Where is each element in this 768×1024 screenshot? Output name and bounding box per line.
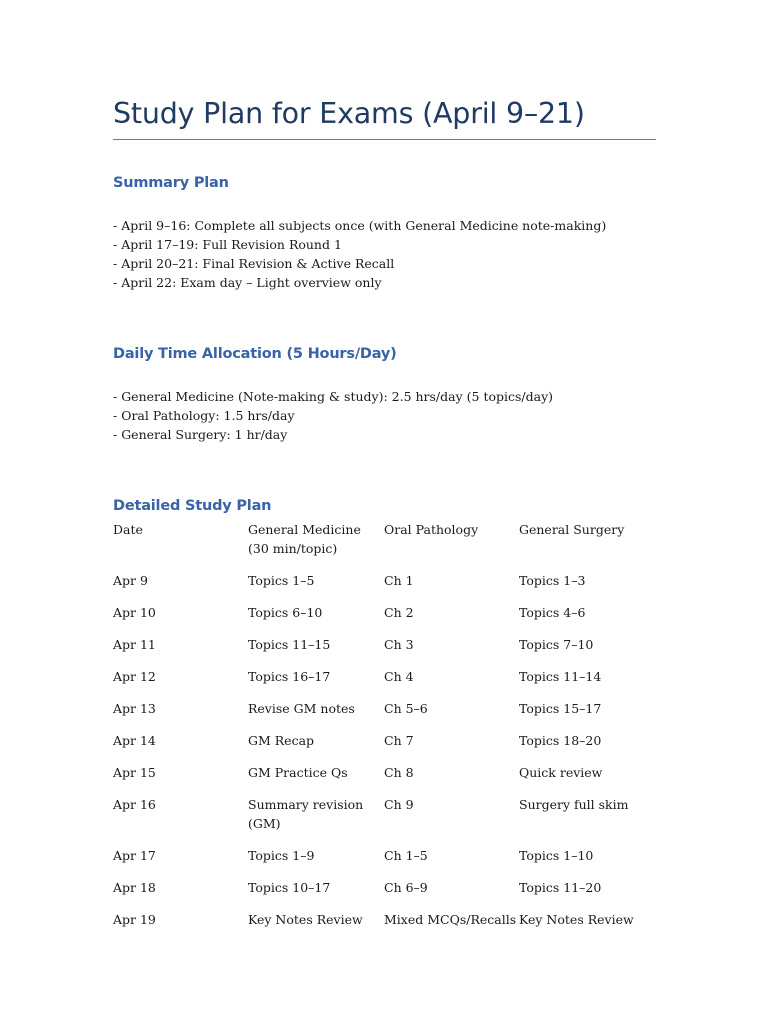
table-cell-general-surgery: Topics 18–20 <box>519 733 602 748</box>
table-cell-date: Apr 14 <box>113 733 156 748</box>
column-header-oral-pathology: Oral Pathology <box>384 522 479 537</box>
table-cell-date: Apr 11 <box>113 637 156 652</box>
table-cell-general-medicine: Revise GM notes <box>248 701 355 716</box>
summary-line: - April 9–16: Complete all subjects once (with General Medicine note-making) <box>113 218 607 233</box>
table-cell-general-medicine: Summary revision (GM) <box>248 797 364 831</box>
table-cell-oral-pathology: Ch 1–5 <box>384 848 428 863</box>
table-cell-general-surgery: Topics 11–20 <box>519 880 602 895</box>
detailed-plan-heading: Detailed Study Plan <box>113 498 272 514</box>
table-cell-general-surgery: Topics 7–10 <box>519 637 594 652</box>
column-header-general-medicine: General Medicine (30 min/topic) <box>248 522 361 556</box>
table-cell-date: Apr 16 <box>113 797 156 812</box>
table-cell-oral-pathology: Mixed MCQs/Recalls <box>384 912 517 927</box>
table-cell-general-surgery: Quick review <box>519 765 603 780</box>
table-cell-general-medicine: Topics 16–17 <box>248 669 331 684</box>
allocation-line: - General Medicine (Note-making & study): 2.5 hrs/day (5 topics/day) <box>113 389 554 404</box>
table-cell-date: Apr 19 <box>113 912 156 927</box>
table-cell-general-medicine: GM Recap <box>248 733 315 748</box>
table-cell-date: Apr 15 <box>113 765 156 780</box>
column-header-date: Date <box>113 522 143 537</box>
table-cell-general-surgery: Surgery full skim <box>519 797 629 812</box>
table-cell-oral-pathology: Ch 5–6 <box>384 701 428 716</box>
column-header-general-surgery: General Surgery <box>519 522 625 537</box>
table-cell-general-medicine: Topics 11–15 <box>248 637 331 652</box>
table-cell-date: Apr 9 <box>113 573 148 588</box>
table-cell-general-medicine: Topics 1–5 <box>248 573 315 588</box>
table-cell-date: Apr 18 <box>113 880 156 895</box>
table-cell-date: Apr 17 <box>113 848 156 863</box>
table-cell-oral-pathology: Ch 9 <box>384 797 414 812</box>
table-cell-date: Apr 10 <box>113 605 156 620</box>
table-cell-general-surgery: Topics 15–17 <box>519 701 602 716</box>
allocation-line: - General Surgery: 1 hr/day <box>113 427 288 442</box>
table-cell-general-medicine: Topics 10–17 <box>248 880 331 895</box>
summary-plan-heading: Summary Plan <box>113 175 229 191</box>
table-cell-oral-pathology: Ch 2 <box>384 605 414 620</box>
table-cell-general-surgery: Key Notes Review <box>519 912 634 927</box>
daily-allocation-heading: Daily Time Allocation (5 Hours/Day) <box>113 346 397 362</box>
table-cell-general-medicine: GM Practice Qs <box>248 765 348 780</box>
table-cell-oral-pathology: Ch 4 <box>384 669 414 684</box>
table-cell-oral-pathology: Ch 6–9 <box>384 880 428 895</box>
summary-line: - April 22: Exam day – Light overview only <box>113 275 382 290</box>
table-cell-general-surgery: Topics 4–6 <box>519 605 586 620</box>
table-cell-general-medicine: Topics 6–10 <box>248 605 323 620</box>
document-title: Study Plan for Exams (April 9–21) <box>113 97 585 130</box>
summary-line: - April 17–19: Full Revision Round 1 <box>113 237 342 252</box>
table-cell-oral-pathology: Ch 1 <box>384 573 414 588</box>
table-cell-oral-pathology: Ch 3 <box>384 637 414 652</box>
summary-line: - April 20–21: Final Revision & Active Recall <box>113 256 395 271</box>
table-cell-date: Apr 13 <box>113 701 156 716</box>
title-underline <box>113 139 656 140</box>
table-cell-general-medicine: Topics 1–9 <box>248 848 315 863</box>
table-cell-general-surgery: Topics 11–14 <box>519 669 602 684</box>
table-cell-general-medicine: Key Notes Review <box>248 912 363 927</box>
table-cell-general-surgery: Topics 1–3 <box>519 573 586 588</box>
table-cell-general-surgery: Topics 1–10 <box>519 848 594 863</box>
table-cell-date: Apr 12 <box>113 669 156 684</box>
table-cell-oral-pathology: Ch 7 <box>384 733 414 748</box>
allocation-line: - Oral Pathology: 1.5 hrs/day <box>113 408 295 423</box>
table-cell-oral-pathology: Ch 8 <box>384 765 414 780</box>
